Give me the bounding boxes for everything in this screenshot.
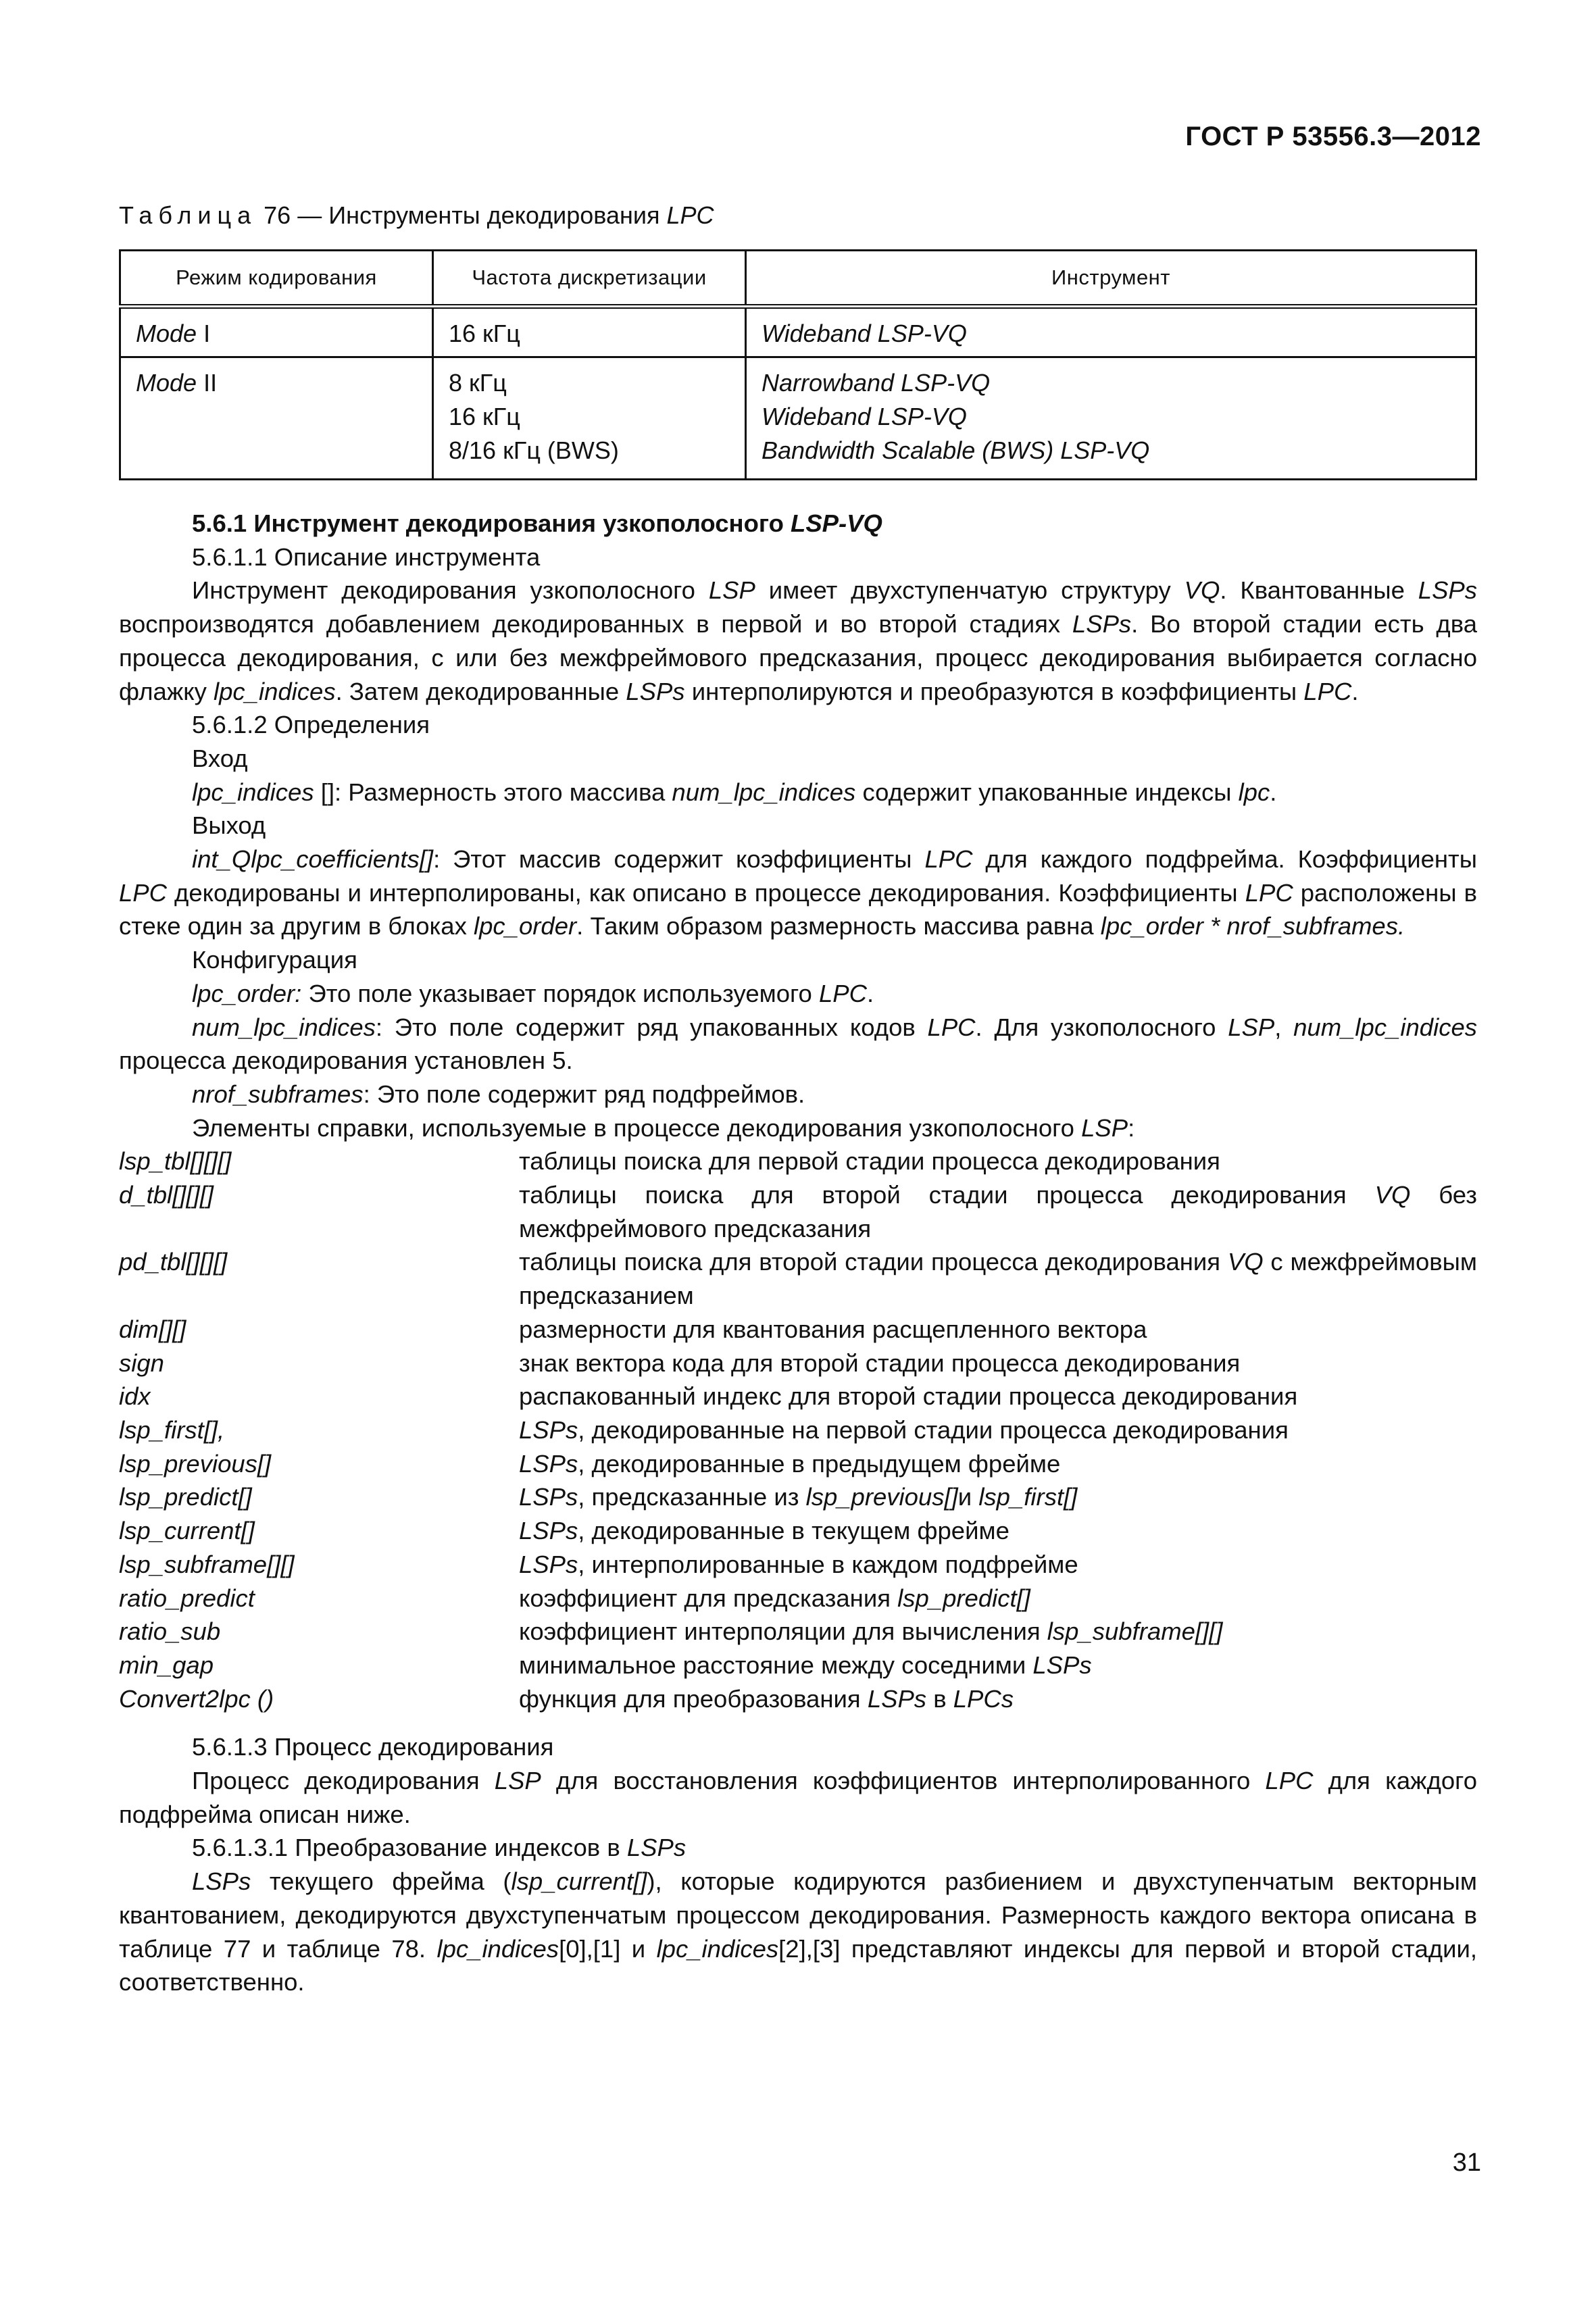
element-term: sign	[119, 1349, 164, 1377]
term: LSP	[708, 576, 755, 605]
term: lpc_indices	[214, 677, 336, 705]
term: LSPs	[1072, 610, 1132, 638]
element-row	[119, 1145, 1477, 1178]
table-row	[120, 307, 1476, 357]
element-definition	[519, 1480, 1477, 1514]
term: LPCs	[953, 1684, 1014, 1713]
term: LPC	[924, 845, 973, 874]
text: Это поле указывает порядок используемого	[301, 979, 819, 1007]
element-term: ratio_predict	[119, 1584, 255, 1612]
table-caption-word: Таблица	[119, 201, 257, 229]
term: LSPs	[519, 1483, 578, 1511]
element-definition	[519, 1682, 1477, 1716]
element-term: pd_tbl[][][]	[119, 1248, 228, 1276]
element-definition	[519, 1380, 1477, 1413]
text: расположены в стеке один за другим в блоках	[119, 878, 1477, 940]
table-header-cell: Частота дискретизации	[433, 251, 746, 307]
table-cell-mode	[120, 307, 433, 357]
table-header-cell: Инструмент	[746, 251, 1476, 307]
element-term: lsp_subframe[][]	[119, 1550, 295, 1578]
text: .	[1351, 677, 1359, 705]
text: . Затем декодированные	[335, 677, 626, 705]
term: LSPs	[626, 677, 685, 705]
element-definition	[519, 1447, 1477, 1481]
mode-number: II	[197, 369, 218, 397]
element-definition	[519, 1347, 1477, 1380]
text: , предсказанные из	[578, 1483, 806, 1511]
element-term: lsp_predict[]	[119, 1483, 252, 1511]
element-term: d_tbl[][][]	[119, 1181, 214, 1209]
text: , интерполированные в каждом подфрейме	[578, 1550, 1078, 1578]
table-cell-rate	[433, 307, 746, 357]
term: lsp_current[]	[511, 1867, 647, 1896]
section-heading	[119, 507, 1477, 540]
mode-text: Mode	[136, 320, 197, 347]
element-definition	[519, 1313, 1477, 1347]
text: текущего фрейма (	[251, 1867, 512, 1896]
term: LSPs	[519, 1449, 578, 1478]
spacer	[119, 1715, 1477, 1730]
label-config: Конфигурация	[192, 946, 357, 974]
text: , декодированные на первой стадии процесса декодирования	[578, 1415, 1289, 1444]
element-row	[119, 1313, 1477, 1347]
subsection-title: 5.6.1.1 Описание инструмента	[192, 543, 541, 571]
mode-number: I	[197, 320, 211, 347]
text: декодированы и интерполированы, как описано в процессе декодирования. Коэффициенты	[167, 878, 1245, 907]
text: таблицы поиска для первой стадии процесса декодирования	[519, 1147, 1220, 1176]
elements-intro	[119, 1111, 1477, 1145]
text: минимальное расстояние между соседними	[519, 1651, 1033, 1679]
element-definition	[519, 1145, 1477, 1178]
element-definition	[519, 1245, 1477, 1312]
element-row	[119, 1548, 1477, 1582]
text: Элементы справки, используемые в процессе декодирования узкополосного	[192, 1113, 1082, 1142]
text: , декодированные в текущем фрейме	[578, 1517, 1009, 1545]
tool-text: Wideband LSP-VQ	[762, 320, 967, 347]
term: VQ	[1374, 1181, 1411, 1209]
text: : Это поле содержит ряд подфреймов.	[363, 1080, 805, 1108]
rate-text: 16 кГц	[449, 320, 520, 347]
text: : Этот массив содержит коэффициенты	[433, 845, 925, 874]
text: . Таким образом размерность массива равна	[576, 912, 1101, 940]
term: lsp_previous[]	[805, 1483, 958, 1511]
element-row	[119, 1682, 1477, 1716]
term: LPC	[119, 878, 168, 907]
label-input: Вход	[192, 744, 248, 772]
rate-text: 8 кГц	[449, 369, 507, 397]
text: []: Размерность этого массива	[314, 778, 672, 806]
table-header-row	[120, 251, 1476, 307]
element-term: ratio_sub	[119, 1617, 221, 1646]
elements-list	[119, 1145, 1477, 1715]
table-row	[120, 357, 1476, 480]
term: LPC	[927, 1013, 976, 1041]
element-term: lsp_current[]	[119, 1517, 255, 1545]
rate-text: 8/16 кГц (BWS)	[449, 436, 619, 464]
term: VQ	[1227, 1248, 1264, 1276]
table-cell-rate	[433, 357, 746, 480]
element-definition	[519, 1413, 1477, 1447]
heading-text: 5.6.1 Инструмент декодирования узкополосного	[192, 509, 791, 537]
tool-text: Wideband LSP-VQ	[762, 403, 967, 430]
page-number: 31	[1452, 2148, 1481, 2177]
element-definition	[519, 1649, 1477, 1682]
text: таблицы поиска для второй стадии процесса декодирования	[519, 1181, 1375, 1209]
element-row	[119, 1447, 1477, 1481]
text: 5.6.1.3.1 Преобразование индексов в	[192, 1834, 627, 1862]
element-row	[119, 1649, 1477, 1682]
term: num_lpc_indices	[192, 1013, 376, 1041]
text: Инструмент декодирования узкополосного	[192, 576, 709, 605]
text: . Во второй стадии есть два процесса декодирования, с или без межфреймового предсказания, процесс декодирования выбирается согласно флажку	[119, 610, 1477, 705]
text: знак вектора кода для второй стадии процесса декодирования	[519, 1349, 1241, 1377]
term: LSPs	[1418, 576, 1478, 605]
term: lsp_first[]	[978, 1483, 1078, 1511]
table-cell-mode	[120, 357, 433, 480]
table-cell-tool	[746, 307, 1476, 357]
text: для каждого подфрейма описан ниже.	[119, 1767, 1477, 1828]
text: коэффициент интерполяции для вычисления	[519, 1617, 1047, 1646]
paragraph-config	[119, 1011, 1477, 1078]
text: воспроизводятся добавлением декодированных в первой и во второй стадиях	[119, 610, 1072, 638]
term: lsp_predict[]	[897, 1584, 1030, 1612]
term: lpc	[1238, 778, 1270, 806]
element-row	[119, 1480, 1477, 1514]
term: LSPs	[192, 1867, 251, 1896]
tool-text: Narrowband LSP-VQ	[762, 369, 991, 397]
table-caption-italic: LPC	[666, 201, 714, 229]
element-term: Convert2lpc ()	[119, 1684, 274, 1713]
term: lpc_order	[473, 912, 577, 940]
element-row	[119, 1347, 1477, 1380]
text: коэффициент для предсказания	[519, 1584, 898, 1612]
element-row	[119, 1380, 1477, 1413]
text: и	[957, 1483, 979, 1511]
text: [0],[1] и	[559, 1934, 657, 1963]
term: LSPs	[519, 1517, 578, 1545]
paragraph-input	[119, 776, 1477, 809]
element-term: lsp_previous[]	[119, 1449, 272, 1478]
decoding-tools-table	[119, 249, 1477, 480]
subsection-title	[119, 1831, 1477, 1865]
term: int_Qlpc_coefficients[]	[192, 845, 434, 874]
text: имеет двухступенчатую структуру	[755, 576, 1184, 605]
term: num_lpc_indices	[672, 778, 856, 806]
element-definition	[519, 1178, 1477, 1245]
term: LPC	[1245, 878, 1293, 907]
paragraph-process	[119, 1764, 1477, 1831]
term: LSPs	[519, 1415, 578, 1444]
text: :	[1128, 1113, 1135, 1142]
term: nrof_subframes	[192, 1080, 364, 1108]
subsection-title: 5.6.1.2 Определения	[192, 711, 430, 739]
element-definition	[519, 1615, 1477, 1649]
term: lpc_order:	[192, 979, 302, 1007]
term: LPC	[1265, 1767, 1314, 1795]
table-caption	[119, 201, 714, 230]
text: .	[867, 979, 874, 1007]
text: ), которые кодируются разбиением и двухступенчатым векторным квантованием, декодируются двухступенчатым процессом декодирования. Размерность каждого вектора описана в таблице 77 и таблице 78.	[119, 1867, 1477, 1963]
term: VQ	[1184, 576, 1220, 605]
term: lsp_subframe[][]	[1047, 1617, 1223, 1646]
paragraph-config	[119, 977, 1477, 1011]
paragraph-output	[119, 842, 1477, 943]
term: LSP	[494, 1767, 541, 1795]
element-definition	[519, 1548, 1477, 1582]
document-id: ГОСТ Р 53556.3—2012	[1185, 122, 1481, 151]
term: lpc_indices	[192, 778, 314, 806]
term: LSPs	[519, 1550, 578, 1578]
term: num_lpc_indices	[1293, 1013, 1477, 1041]
element-definition	[519, 1582, 1477, 1615]
text: ,	[1274, 1013, 1294, 1041]
term: LSPs	[1032, 1651, 1092, 1679]
rate-text: 16 кГц	[449, 403, 520, 430]
element-term: min_gap	[119, 1651, 214, 1679]
text: распакованный индекс для второй стадии процесса декодирования	[519, 1382, 1298, 1411]
text: с межфреймовым предсказанием	[519, 1248, 1478, 1310]
table-caption-text: 76 — Инструменты декодирования	[257, 201, 667, 229]
element-term: dim[][]	[119, 1315, 186, 1343]
term: LPC	[819, 979, 868, 1007]
subsection-title: 5.6.1.3 Процесс декодирования	[192, 1733, 554, 1761]
text: процесса декодирования установлен 5.	[119, 1047, 573, 1075]
paragraph-config	[119, 1078, 1477, 1111]
text: , декодированные в предыдущем фрейме	[578, 1449, 1061, 1478]
element-term: idx	[119, 1382, 151, 1411]
term: LSPs	[626, 1834, 687, 1862]
text: интерполируются и преобразуются в коэффициенты	[684, 677, 1304, 705]
table-header-cell: Режим кодирования	[120, 251, 433, 307]
element-term: lsp_tbl[][][]	[119, 1147, 232, 1176]
label-output: Выход	[192, 811, 266, 840]
text: [2],[3] представляют индексы для первой и второй стадии, соответственно.	[119, 1934, 1477, 1996]
heading-italic: LSP-VQ	[791, 509, 882, 537]
text: таблицы поиска для второй стадии процесса декодирования	[519, 1248, 1228, 1276]
term: LSP	[1228, 1013, 1275, 1041]
term: LSP	[1081, 1113, 1128, 1142]
paragraph-conversion	[119, 1865, 1477, 1999]
element-term: lsp_first[],	[119, 1415, 225, 1444]
text: для каждого подфрейма. Коэффициенты	[972, 845, 1477, 874]
term: lpc_order * nrof_subframes.	[1100, 912, 1405, 940]
text: без межфреймового предсказания	[519, 1181, 1477, 1242]
element-definition	[519, 1514, 1477, 1548]
text: функция для преобразования	[519, 1684, 868, 1713]
element-row	[119, 1245, 1477, 1312]
text: : Это поле содержит ряд упакованных кодов	[375, 1013, 928, 1041]
text: содержит упакованные индексы	[855, 778, 1239, 806]
term: LPC	[1303, 677, 1352, 705]
text: . Для узкополосного	[975, 1013, 1228, 1041]
tool-text: Bandwidth Scalable (BWS) LSP-VQ	[762, 436, 1150, 464]
element-row	[119, 1413, 1477, 1447]
element-row	[119, 1615, 1477, 1649]
text: для восстановления коэффициентов интерполированного	[541, 1767, 1266, 1795]
element-row	[119, 1514, 1477, 1548]
mode-text: Mode	[136, 369, 197, 397]
text: Процесс декодирования	[192, 1767, 495, 1795]
term: lpc_indices	[656, 1934, 779, 1963]
text: .	[1270, 778, 1277, 806]
document-body	[119, 507, 1477, 1999]
term: LSPs	[867, 1684, 927, 1713]
text: . Квантованные	[1220, 576, 1418, 605]
text: размерности для квантования расщепленного вектора	[519, 1315, 1147, 1343]
term: lpc_indices	[437, 1934, 559, 1963]
element-row	[119, 1582, 1477, 1615]
table-cell-tool	[746, 357, 1476, 480]
paragraph-description	[119, 574, 1477, 708]
element-row	[119, 1178, 1477, 1245]
text: в	[926, 1684, 953, 1713]
